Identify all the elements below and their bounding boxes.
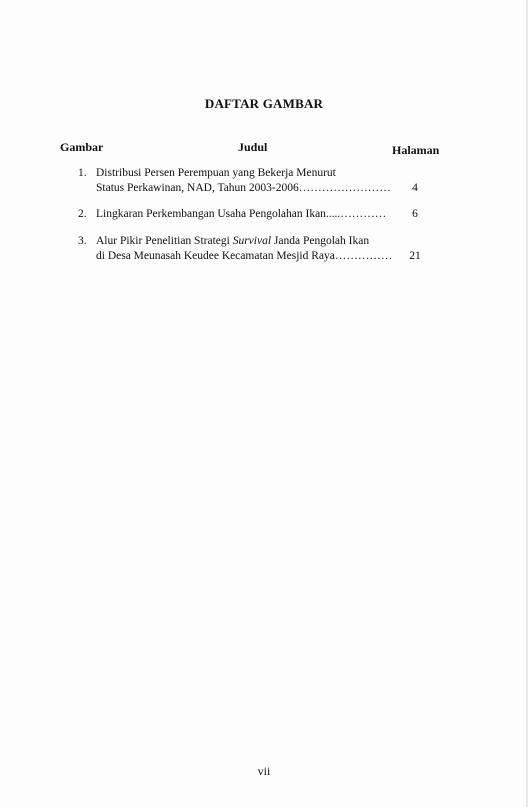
- figure-title-line: Lingkaran Perkembangan Usaha Pengolahan Ikan.....…………: [96, 208, 387, 220]
- page-number: vii: [257, 764, 271, 778]
- page-title: DAFTAR GAMBAR: [204, 96, 324, 111]
- column-header-halaman: Halaman: [392, 143, 440, 157]
- column-header-judul: Judul: [238, 140, 268, 154]
- figure-title-line: Status Perkawinan, NAD, Tahun 2003-2006……………………: [96, 182, 391, 194]
- figure-number: 2.: [78, 208, 87, 220]
- figure-page-number: 6: [412, 208, 418, 220]
- figure-title-text: Janda Pengolah Ikan: [271, 235, 370, 247]
- figure-number: 1.: [78, 167, 87, 179]
- figure-title-italic: Survival: [232, 235, 272, 247]
- figure-title-text: Alur Pikir Penelitian Strategi: [96, 235, 233, 247]
- figure-title-line: Distribusi Persen Perempuan yang Bekerja Menurut: [96, 167, 336, 179]
- figure-number: 3.: [78, 235, 87, 247]
- column-header-gambar: Gambar: [60, 140, 104, 154]
- figure-page-number: 21: [409, 250, 421, 262]
- figure-title-line: [96, 234, 369, 248]
- figure-page-number: 4: [412, 182, 418, 194]
- figure-title-line: di Desa Meunasah Keudee Kecamatan Mesjid Raya……………: [96, 250, 393, 262]
